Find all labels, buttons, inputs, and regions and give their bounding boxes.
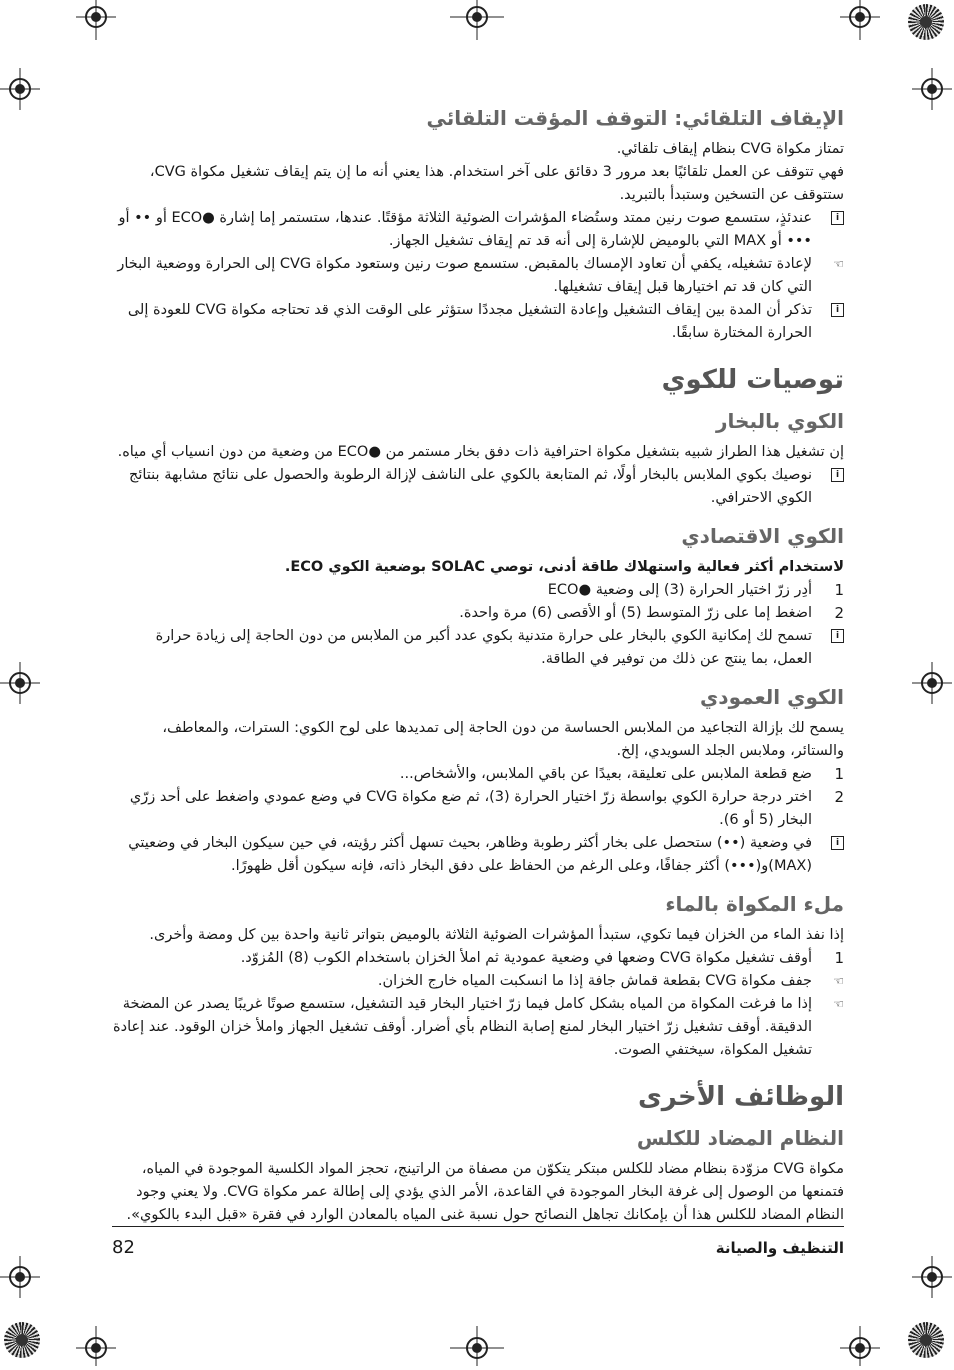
page-content — [112, 92, 844, 1227]
info-icon: i — [831, 468, 844, 482]
tip-text: لإعادة تشغيله، يكفي أن تعاود الإمساك بالمقبض. ستسمع صوت رنين وستعود مكواة CVG إلى الحرارة ووضعية البخار التي كان قد تم اختيارها قبل إيقاف تشغيلها. — [117, 256, 812, 295]
subsection-title-anticalc: النظام المضاد للكلس — [636, 1126, 844, 1150]
subsection-title-eco: الكوي الاقتصادي — [681, 524, 844, 548]
step-number: 1 — [834, 765, 844, 783]
step-number: 1 — [834, 581, 844, 599]
info-icon: i — [831, 836, 844, 850]
eco-bold-paragraph: لاستخدام أكثر فعالية واستهلاك طاقة أدنى، توصي SOLAC بوضعية الكوي ECO. — [284, 559, 844, 575]
footer-title: التنظيف والصيانة — [715, 1239, 844, 1257]
page-footer — [112, 1226, 844, 1267]
note-text: تسمح لك إمكانية الكوي بالبخار على حرارة متدنية بكوي عدد أكبر من الملابس من دون الحاجة إلى زيادة حرارة العمل، بما ينتج عن ذلك من توفير في الطاقة. — [155, 628, 812, 667]
registration-mark-right-upper — [912, 68, 952, 110]
step-number: 2 — [834, 788, 844, 806]
pointing-hand-icon: ☜ — [833, 974, 844, 988]
pointing-hand-icon: ☜ — [833, 257, 844, 271]
page-number: 82 — [112, 1237, 135, 1258]
note-text: نوصيك بكوي الملابس بالبخار أولًا، ثم المتابعة بالكوي على الناشف لإزالة الرطوبة والحصول على نتائج مشابهة بنتائج الكوي الاحترافي. — [128, 467, 812, 506]
tip-text: إذا ما فرغت المكواة من المياه بشكل كامل فيما زرّ اختيار البخار قيد التشغيل، ستسمع صوتًا غريبًا يصدر عن المضخة الدقيقة. أوقف تشغيل زرّ اختيار البخار لمنع إصابة النظام بأي أضرار. أوقف تشغيل الجهاز واملأ خزان الوقود. عند إعادة تشغيل المكواة، سيختفي الصوت. — [113, 996, 812, 1058]
auto-off-paragraph-2: فهي تتوقف عن العمل تلقائيًا بعد مرور 3 دقائق على آخر استخدام. هذا يعني أنه ما إن يتم إيقاف تشغيل مكواة CVG، ستتوقف عن التسخين وستبدأ بالتبريد. — [149, 164, 844, 203]
step-item — [112, 602, 844, 625]
info-icon: i — [831, 303, 844, 317]
pointing-hand-icon: ☜ — [833, 997, 844, 1011]
tip-item — [112, 970, 844, 993]
registration-mark-bottom-center — [450, 1326, 504, 1366]
note-text: في وضعية (••) ستحصل على بخار أكثر رطوبة وظاهر، بحيث تسهل أكثر رؤيته، في حين سيكون البخار في وضعيتي (MAX)و(•••) أكثر جفافًا، وعلى الرغم من الحفاظ على دفق البخار ذاته، فإنه سيكون أقل ظهورًا. — [128, 835, 812, 874]
note-text: عندئذٍ، ستسمع صوت رنين ممتد وستُضاء المؤشرات الضوئية الثلاثة مؤقتًا. عندها، ستستمر إما إشارة ●ECO أو •• أو ••• أو MAX التي بالوميض للإشارة إلى أنه قد تم إيقاف تشغيل الجهاز. — [118, 210, 812, 249]
registration-mark-left-lower — [0, 1256, 40, 1298]
step-item — [112, 947, 844, 970]
color-rosette-top-right — [908, 4, 944, 40]
registration-mark-top-center — [450, 0, 504, 40]
registration-mark-bottom-left — [72, 1326, 120, 1366]
note-item — [112, 207, 844, 253]
step-text: أوقف تشغيل مكواة CVG وضعها في وضعية عمودية ثم املأ الخزان باستخدام الكوب (8) المُزوّد. — [240, 950, 812, 966]
note-item — [112, 832, 844, 878]
step-text: اضغط إما على زرّ المتوسط (5) أو الأقصى (6) مرة واحدة. — [459, 605, 812, 621]
note-item — [112, 625, 844, 671]
registration-mark-right-middle — [912, 662, 952, 704]
step-number: 2 — [834, 604, 844, 622]
step-item — [112, 763, 844, 786]
section-title-auto-off: الإيقاف التلقائي: التوقف المؤقت التلقائي — [426, 106, 844, 130]
registration-mark-bottom-right — [836, 1326, 884, 1366]
subsection-title-vertical: الكوي العمودي — [699, 685, 844, 709]
note-text: تذكر أن المدة بين إيقاف التشغيل وإعادة التشغيل مجددًا ستؤثر على الوقت الذي قد تحتاجه مكواة CVG للعودة إلى الحرارة المختارة سابقًا. — [127, 302, 812, 341]
subsection-title-steam: الكوي بالبخار — [716, 409, 844, 433]
step-item — [112, 786, 844, 832]
tip-text: جفف مكواة CVG بقطعة قماش جافة إذا ما انسكبت المياه خارج الخزان. — [377, 973, 812, 989]
note-item — [112, 299, 844, 345]
anticalc-paragraph: مكواة CVG مزوّدة بنظام مضاد للكلس مبتكر يتكوّن من مصفاة من الراتينج، تحجز المواد الكلسية الموجودة في المياه، فتمنعها من الوصول إلى غرفة البخار الموجودة في القاعدة، الأمر الذي يؤدي إلى إطالة عمر مكواة CVG. ولا يعني وجود النظام المضاد للكلس هذا أن بإمكانك تجاهل النصائح حول نسبة غنى المياه بالمعادن الوارد في فقرة «قبل البدء بالكوي». — [126, 1161, 844, 1223]
registration-mark-top-left — [72, 0, 120, 40]
step-item — [112, 579, 844, 602]
registration-mark-right-lower — [912, 1256, 952, 1298]
step-text: أدِر زرّ اختيار الحرارة (3) إلى وضعية ●ECO — [547, 582, 812, 598]
color-rosette-bottom-right — [908, 1322, 944, 1358]
tip-item — [112, 993, 844, 1062]
filling-paragraph: إذا نفذ الماء من الخزان فيما تكوي، ستبدأ المؤشرات الضوئية الثلاثة بالوميض بتواتر ثانية واحدة بين كل ومضة وأخرى. — [149, 927, 844, 943]
vertical-paragraph: يسمح لك بإزالة التجاعيد من الملابس الحساسة من دون الحاجة إلى تمديدها على لوح الكوي: السترات، والمعاطف، والستائر، وملابس الجلد السويدي، إلخ. — [162, 720, 844, 759]
section-title-functions: الوظائف الأخرى — [637, 1082, 844, 1112]
color-rosette-bottom-left — [4, 1322, 40, 1358]
info-icon: i — [831, 211, 844, 225]
registration-mark-top-right — [836, 0, 884, 40]
step-text: اختر درجة حرارة الكوي بواسطة زرّ اختيار الحرارة (3)، ثم ضع مكواة CVG في وضع عمودي واضغط على أحد زرّي البخار (5 أو 6). — [129, 789, 812, 828]
step-number: 1 — [834, 949, 844, 967]
step-text: ضع قطعة الملابس على تعليقة، بعيدًا عن باقي الملابس، والأشخاص... — [399, 766, 812, 782]
subsection-title-filling: ملء المكواة بالماء — [665, 892, 844, 916]
steam-paragraph: إن تشغيل هذا الطراز شبيه بتشغيل مكواة احترافية ذات دفق بخار مستمر من ●ECO من وضعية من دون انسياب أي مياه. — [117, 444, 844, 460]
auto-off-paragraph-1: تمتاز مكواة CVG بنظام إيقاف تلقائي. — [616, 141, 844, 157]
section-title-ironing: توصيات للكوي — [661, 365, 844, 395]
info-icon: i — [831, 629, 844, 643]
tip-item — [112, 253, 844, 299]
registration-mark-left-upper — [0, 68, 40, 110]
registration-mark-left-middle — [0, 662, 40, 704]
note-item — [112, 464, 844, 510]
